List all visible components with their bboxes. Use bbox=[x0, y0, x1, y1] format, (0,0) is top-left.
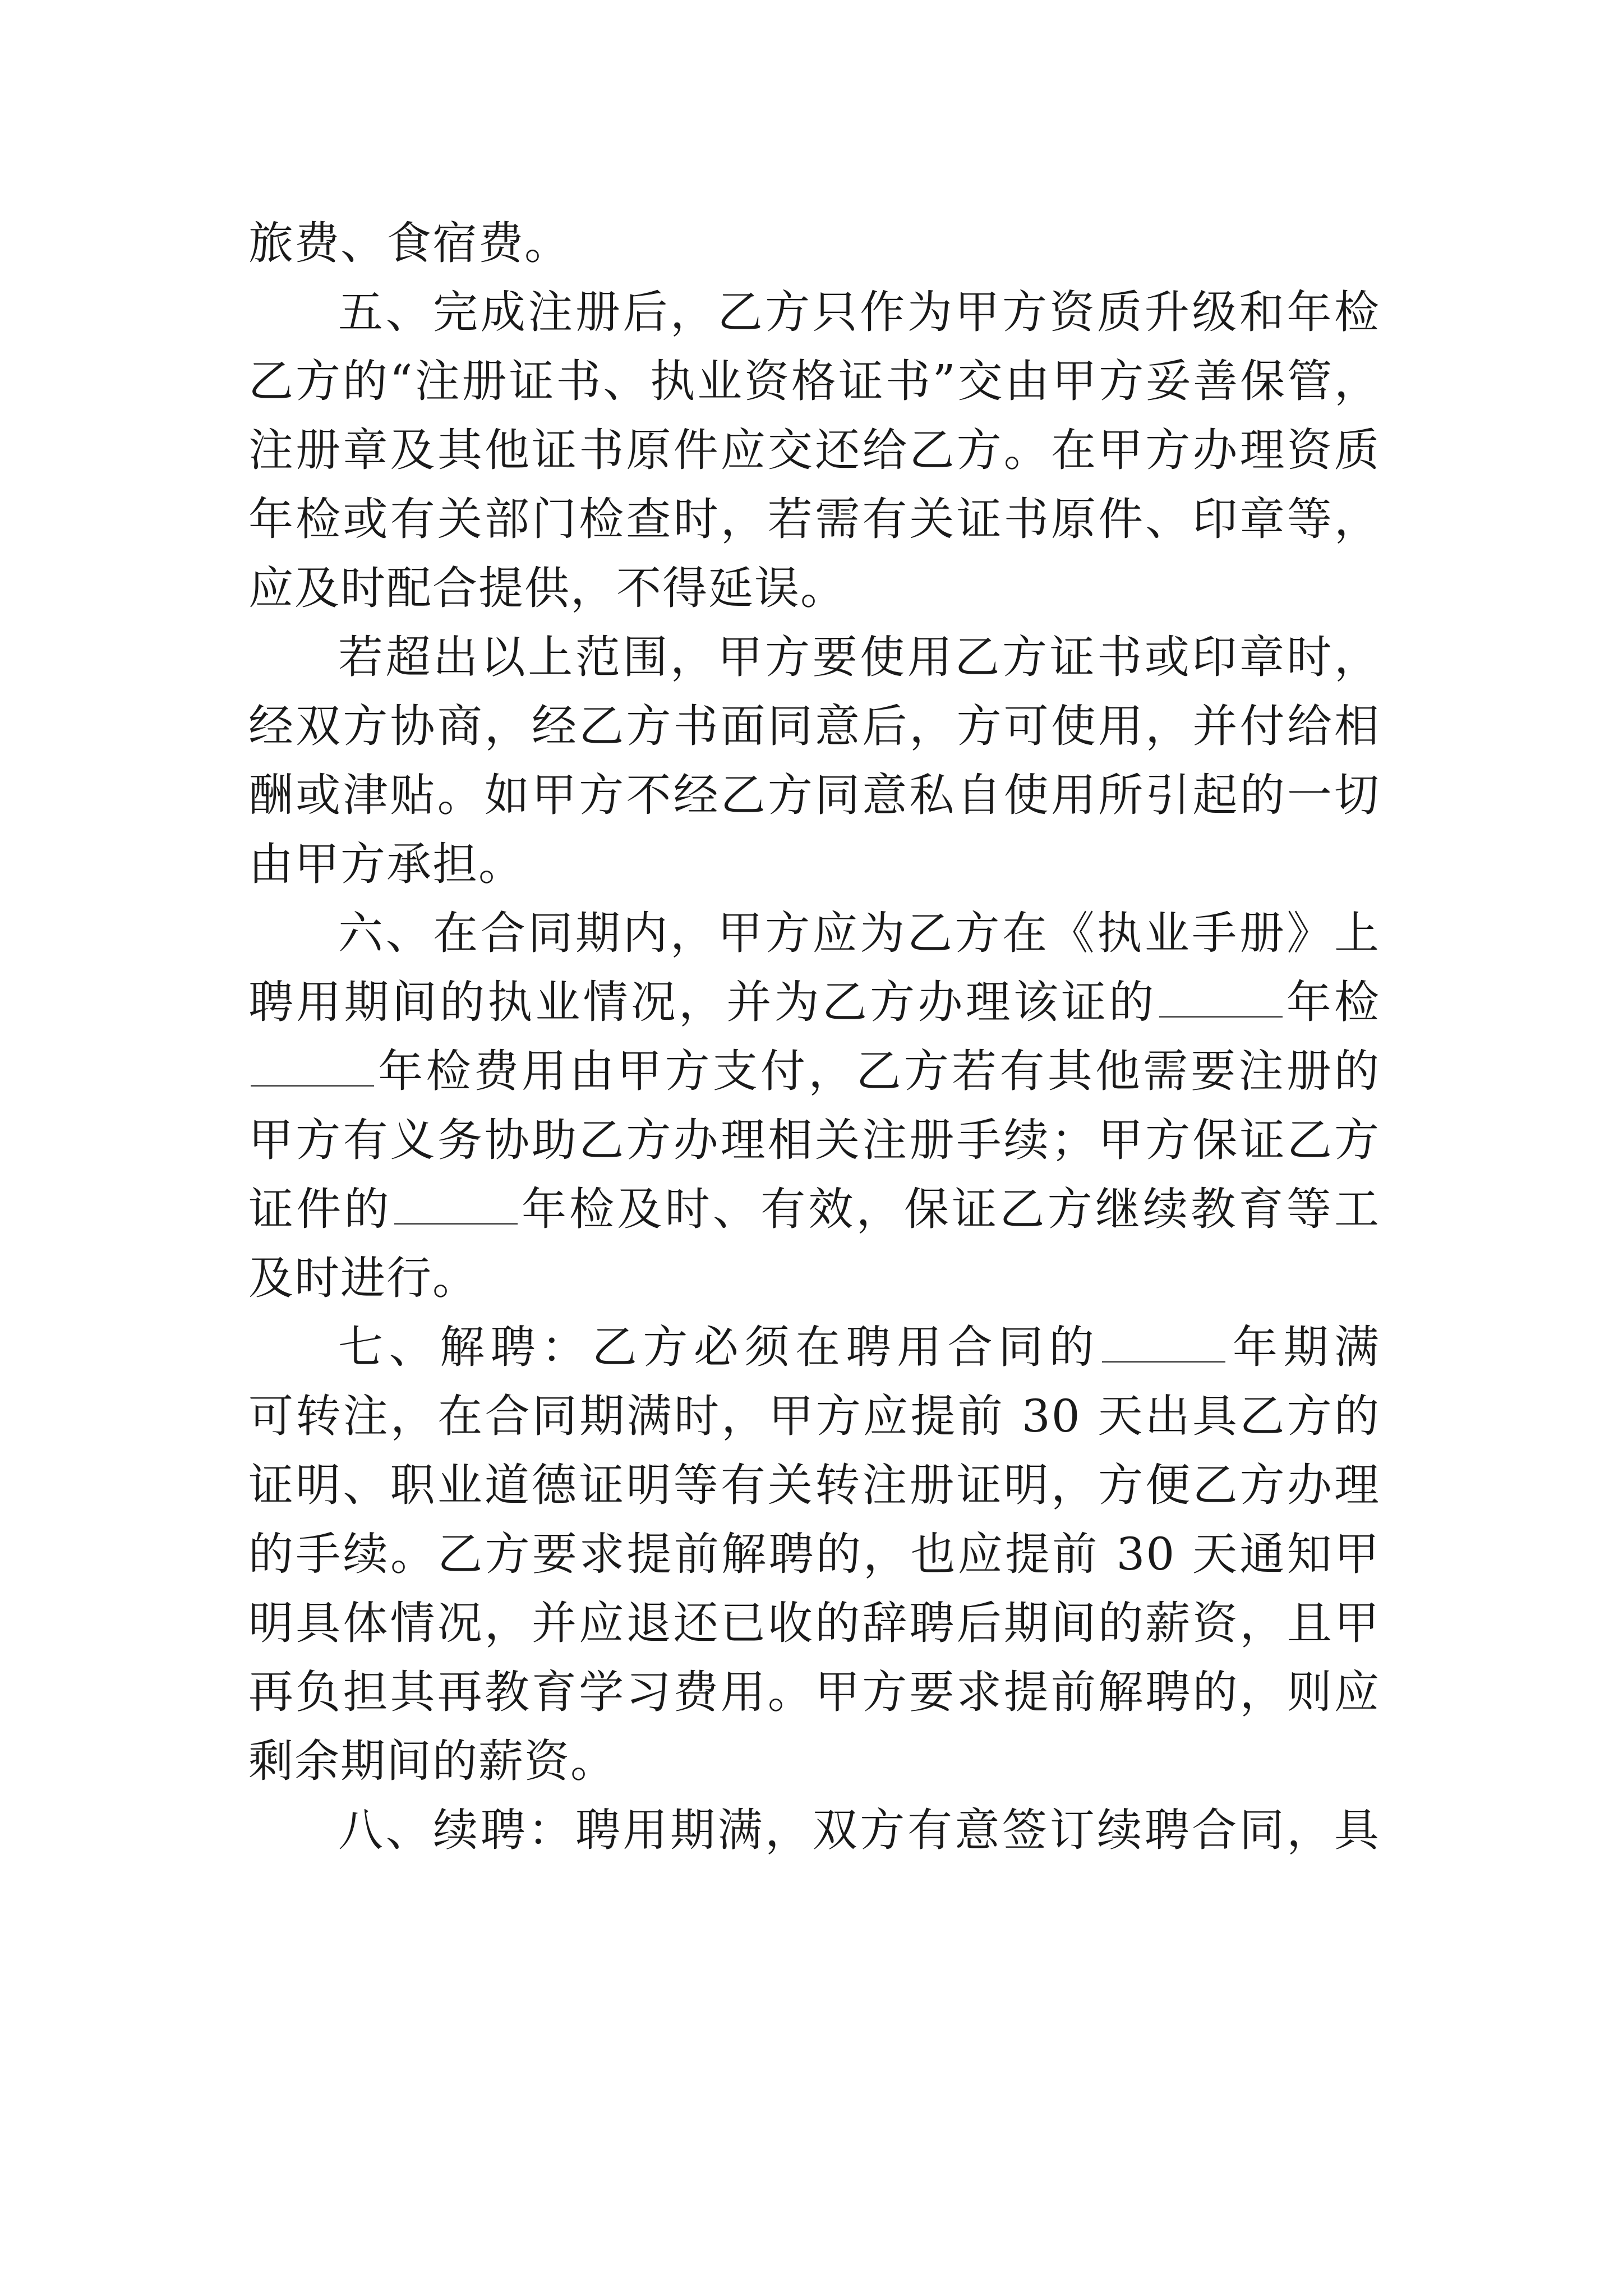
text-line bbox=[248, 416, 1380, 485]
text-line bbox=[248, 1796, 1380, 1865]
text-segment: 乙方的“注册证书、执业资格证书”交由甲方妥善保管， bbox=[248, 355, 1380, 407]
text-segment: 注册章及其他证书原件应交还给乙方。在甲方办理资质 bbox=[248, 424, 1380, 476]
text-segment: 七、解聘：乙方必须在聘用合同的 bbox=[338, 1321, 1100, 1373]
text-segment: 再负担其再教育学习费用。甲方要求提前解聘的，则应 bbox=[248, 1666, 1380, 1718]
text-segment: 由甲方承担。 bbox=[248, 838, 524, 890]
text-segment: 五、完成注册后，乙方只作为甲方资质升级和年检 bbox=[338, 286, 1380, 338]
text-line bbox=[248, 1244, 1380, 1313]
text-segment: 剩余期间的薪资。 bbox=[248, 1735, 616, 1787]
text-segment: 应及时配合提供，不得延误。 bbox=[248, 562, 846, 614]
text-line bbox=[248, 1037, 1380, 1106]
fill-in-blank bbox=[394, 1222, 518, 1225]
text-line bbox=[248, 1106, 1380, 1175]
text-line bbox=[248, 1175, 1380, 1244]
text-line bbox=[248, 1313, 1380, 1382]
text-segment: 旅费、食宿费。 bbox=[248, 217, 570, 269]
text-line bbox=[248, 1589, 1380, 1658]
text-segment: 年检或有关部门检查时，若需有关证书原件、印章等， bbox=[248, 493, 1380, 545]
text-line bbox=[248, 209, 1380, 278]
fill-in-blank bbox=[251, 1084, 374, 1087]
text-line bbox=[248, 1520, 1380, 1589]
text-line bbox=[248, 1382, 1380, 1451]
text-line bbox=[248, 761, 1380, 830]
text-segment: 及时进行。 bbox=[248, 1252, 478, 1304]
text-segment: 年检 bbox=[1284, 976, 1380, 1028]
text-segment: 年检费用由甲方支付，乙方若有其他需要注册的 bbox=[376, 1045, 1380, 1097]
text-line bbox=[248, 1658, 1380, 1727]
text-segment: 聘用期间的执业情况，并为乙方办理该证的 bbox=[248, 976, 1157, 1028]
text-line bbox=[248, 485, 1380, 554]
text-segment: 六、在合同期内，甲方应为乙方在《执业手册》上 bbox=[338, 907, 1380, 959]
text-segment: 经双方协商，经乙方书面同意后，方可使用，并付给相 bbox=[248, 700, 1380, 752]
text-line bbox=[248, 830, 1380, 899]
text-segment: 若超出以上范围，甲方要使用乙方证书或印章时， bbox=[338, 631, 1380, 683]
text-line bbox=[248, 1451, 1380, 1520]
text-segment: 八、续聘：聘用期满，双方有意签订续聘合同，具 bbox=[338, 1804, 1380, 1856]
text-segment: 年期满 bbox=[1228, 1321, 1380, 1373]
text-segment: 酬或津贴。如甲方不经乙方同意私自使用所引起的一切 bbox=[248, 769, 1380, 821]
fill-in-blank bbox=[1159, 1015, 1283, 1018]
text-segment: 明具体情况，并应退还已收的辞聘后期间的薪资，且甲 bbox=[248, 1597, 1380, 1649]
text-line bbox=[248, 1727, 1380, 1796]
text-line bbox=[248, 899, 1380, 968]
text-segment: 的手续。乙方要求提前解聘的，也应提前 30 天通知甲 bbox=[248, 1528, 1380, 1580]
text-line bbox=[248, 554, 1380, 623]
text-segment: 年检及时、有效，保证乙方继续教育等工 bbox=[519, 1183, 1380, 1235]
text-segment: 证明、职业道德证明等有关转注册证明，方便乙方办理 bbox=[248, 1459, 1380, 1511]
document-body bbox=[248, 209, 1380, 1865]
text-line bbox=[248, 623, 1380, 692]
text-line bbox=[248, 692, 1380, 761]
text-line bbox=[248, 347, 1380, 416]
text-line bbox=[248, 968, 1380, 1037]
text-segment: 证件的 bbox=[248, 1183, 392, 1235]
text-line bbox=[248, 278, 1380, 347]
text-segment: 甲方有义务协助乙方办理相关注册手续；甲方保证乙方 bbox=[248, 1114, 1380, 1166]
text-segment: 可转注，在合同期满时，甲方应提前 30 天出具乙方的 bbox=[248, 1390, 1380, 1442]
fill-in-blank bbox=[1102, 1360, 1225, 1363]
